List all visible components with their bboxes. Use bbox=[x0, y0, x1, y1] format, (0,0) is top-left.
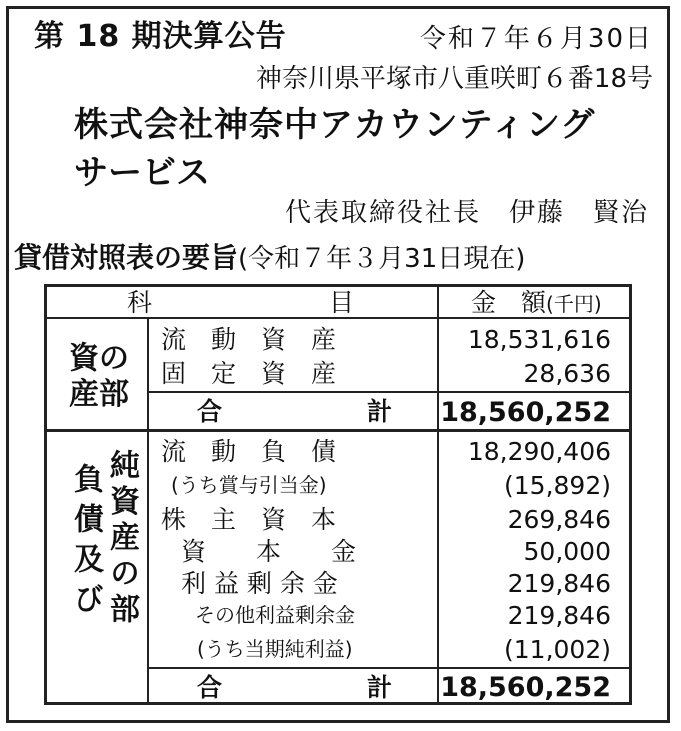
liabilities-row-label: その他利益剰余金 bbox=[195, 603, 355, 627]
header-subject-1: 科 bbox=[127, 288, 153, 317]
notice-title: 第 18 期決算公告 bbox=[34, 19, 287, 54]
balance-sheet-period: (令和７年３月31日現在) bbox=[238, 244, 526, 274]
assets-row-label: 流 動 資 産 bbox=[161, 325, 337, 354]
header-divider bbox=[47, 317, 629, 319]
amount-column-divider bbox=[437, 287, 439, 702]
liabilities-row-label: (うち賞与引当金) bbox=[171, 473, 327, 497]
assets-section-label bbox=[55, 341, 143, 413]
liabilities-row-label: 利 益 剰 余 金 bbox=[181, 569, 338, 598]
assets-total-divider bbox=[147, 391, 629, 393]
company-name-line1: 株式会社神奈中アカウンティング bbox=[74, 105, 596, 145]
assets-total-label-2: 計 bbox=[367, 397, 393, 426]
liabilities-total-value: 18,560,252 bbox=[440, 672, 611, 703]
liabilities-row-value: 269,846 bbox=[507, 505, 611, 534]
liabilities-row-label: 株 主 資 本 bbox=[161, 505, 337, 534]
notice-date: 令和７年６月30日 bbox=[419, 24, 653, 54]
header-amount bbox=[471, 290, 602, 315]
liabilities-section-col2: 純資産の部 bbox=[104, 449, 139, 629]
representative-name: 代表取締役社長 伊藤 賢治 bbox=[284, 198, 649, 228]
assets-total-label-1: 合 bbox=[197, 397, 223, 426]
liabilities-section-col1: 負債及び bbox=[68, 463, 103, 623]
liabilities-row-value: (15,892) bbox=[504, 471, 611, 500]
liabilities-row-label: 流 動 負 債 bbox=[161, 437, 337, 466]
liabilities-row-value: 219,846 bbox=[507, 569, 611, 598]
liabilities-total-label-1: 合 bbox=[197, 673, 223, 702]
liabilities-total-label-2: 計 bbox=[367, 673, 393, 702]
liabilities-total-divider bbox=[147, 667, 629, 669]
company-name-line2: サービス bbox=[74, 153, 210, 193]
assets-section-line2: 産部 bbox=[69, 377, 129, 412]
liabilities-row-value: 50,000 bbox=[523, 537, 611, 566]
header-subject-2: 目 bbox=[329, 288, 355, 317]
liabilities-row-value: (11,002) bbox=[504, 635, 611, 664]
assets-row-label: 固 定 資 産 bbox=[161, 359, 337, 388]
assets-total-value: 18,560,252 bbox=[440, 397, 611, 428]
liabilities-row-label: 資 本 金 bbox=[181, 537, 357, 566]
assets-row-value: 28,636 bbox=[523, 359, 611, 388]
assets-row-value: 18,531,616 bbox=[467, 325, 611, 354]
section-divider bbox=[47, 429, 629, 432]
liabilities-row-value: 18,290,406 bbox=[467, 437, 611, 466]
balance-sheet-title: 貸借対照表の要旨 bbox=[14, 241, 239, 274]
liabilities-row-label: (うち当期純利益) bbox=[197, 637, 353, 661]
liabilities-row-value: 219,846 bbox=[507, 601, 611, 630]
header-unit: (千円) bbox=[546, 292, 602, 316]
assets-section-line1: 資の bbox=[69, 341, 129, 376]
section-column-divider bbox=[147, 317, 149, 702]
balance-sheet-heading bbox=[14, 241, 526, 274]
header-amount-label: 金 額 bbox=[471, 288, 547, 317]
company-address: 神奈川県平塚市八重咲町６番18号 bbox=[255, 64, 653, 94]
balance-sheet-table bbox=[44, 284, 632, 705]
